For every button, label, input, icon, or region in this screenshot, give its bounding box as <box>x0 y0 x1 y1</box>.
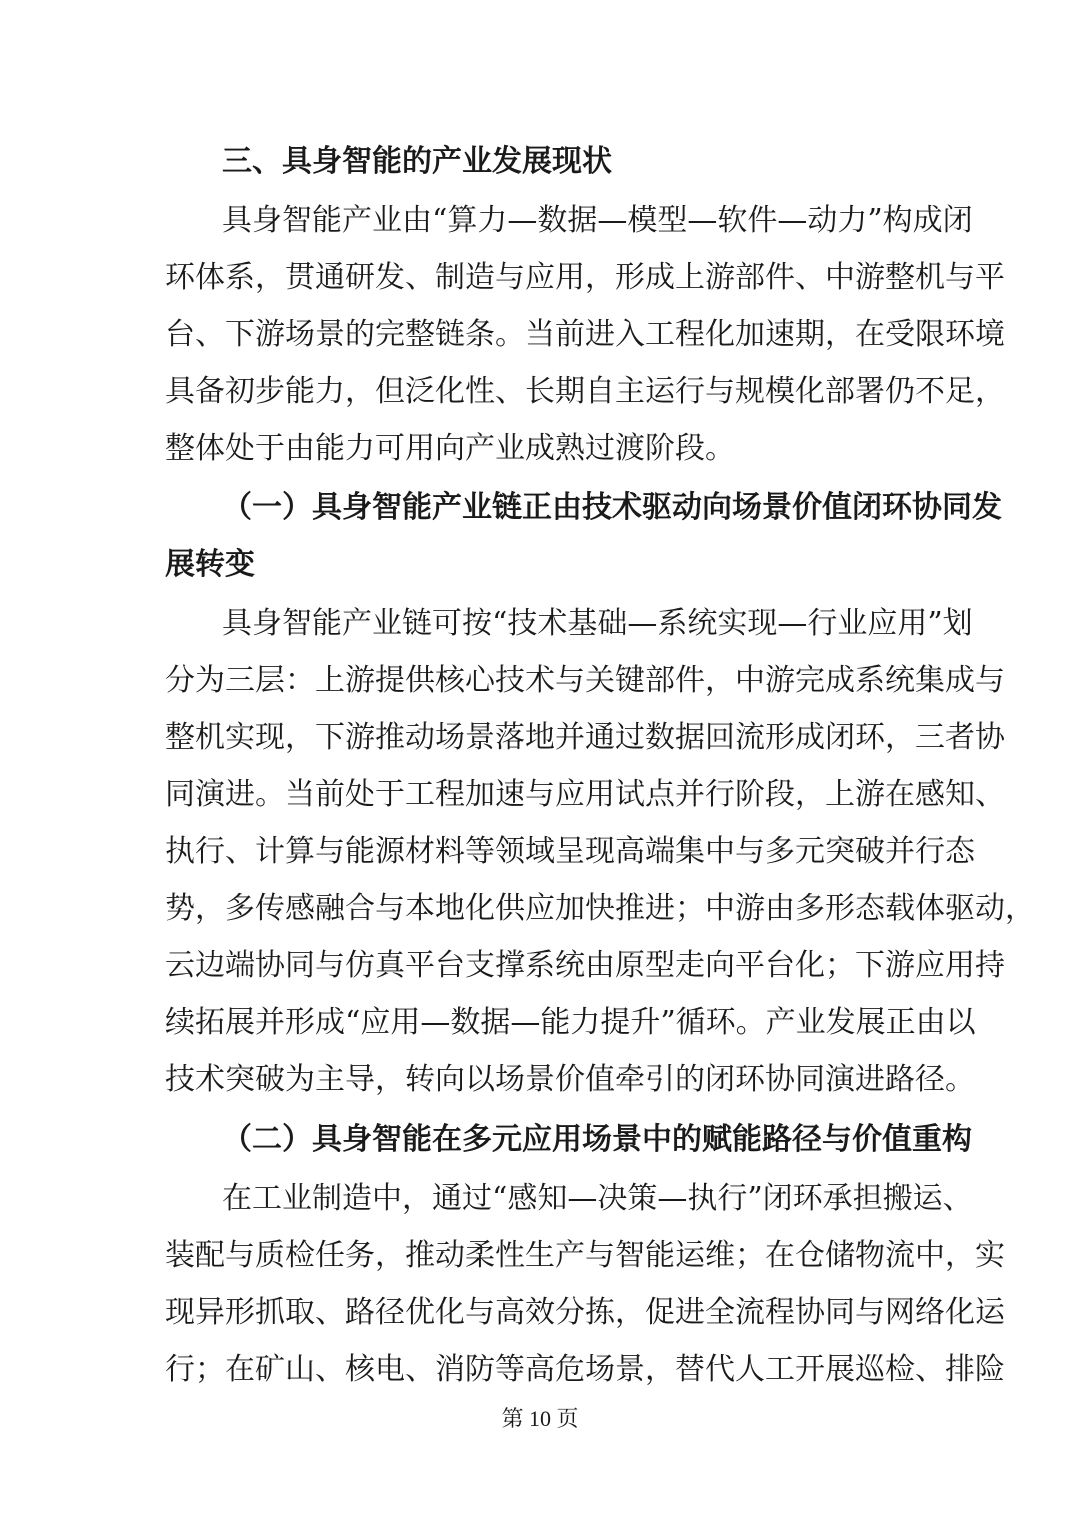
paragraph-line: 具身智能产业由“算力—数据—模型—软件—动力”构成闭 <box>222 203 973 238</box>
paragraph-line: 台、下游场景的完整链条。当前进入工程化加速期，在受限环境 <box>165 317 1005 352</box>
paragraph-line: 环体系，贯通研发、制造与应用，形成上游部件、中游整机与平 <box>165 260 1005 295</box>
subheading-line: （一）具身智能产业链正由技术驱动向场景价值闭环协同发 <box>222 490 1002 525</box>
subheading-line: 展转变 <box>165 547 255 582</box>
paragraph-line: 现异形抓取、路径优化与高效分拣，促进全流程协同与网络化运 <box>165 1295 1005 1330</box>
paragraph-line: 同演进。当前处于工程加速与应用试点并行阶段，上游在感知、 <box>165 777 1005 812</box>
paragraph-line: 在工业制造中，通过“感知—决策—执行”闭环承担搬运、 <box>222 1181 973 1216</box>
paragraph-line: 分为三层：上游提供核心技术与关键部件，中游完成系统集成与 <box>165 663 1005 698</box>
paragraph-line: 执行、计算与能源材料等领域呈现高端集中与多元突破并行态 <box>165 834 975 869</box>
paragraph-line: 技术突破为主导，转向以场景价值牵引的闭环协同演进路径。 <box>165 1062 975 1097</box>
paragraph-line: 云边端协同与仿真平台支撑系统由原型走向平台化；下游应用持 <box>165 948 1005 983</box>
paragraph-line: 续拓展并形成“应用—数据—能力提升”循环。产业发展正由以 <box>165 1005 976 1040</box>
paragraph-line: 装配与质检任务，推动柔性生产与智能运维；在仓储物流中，实 <box>165 1238 1005 1273</box>
paragraph-line: 整机实现，下游推动场景落地并通过数据回流形成闭环，三者协 <box>165 720 1005 755</box>
paragraph-line: 势，多传感融合与本地化供应加快推进；中游由多形态载体驱动， <box>165 891 1035 926</box>
subheading-line: （二）具身智能在多元应用场景中的赋能路径与价值重构 <box>222 1122 972 1157</box>
page-number: 第 10 页 <box>501 1406 579 1431</box>
paragraph-line: 整体处于由能力可用向产业成熟过渡阶段。 <box>165 431 735 466</box>
paragraph-line: 具备初步能力，但泛化性、长期自主运行与规模化部署仍不足， <box>165 374 1005 409</box>
section-heading: 三、具身智能的产业发展现状 <box>222 144 612 179</box>
paragraph-line: 具身智能产业链可按“技术基础—系统实现—行业应用”划 <box>222 606 973 641</box>
paragraph-line: 行；在矿山、核电、消防等高危场景，替代人工开展巡检、排险 <box>165 1352 1005 1387</box>
